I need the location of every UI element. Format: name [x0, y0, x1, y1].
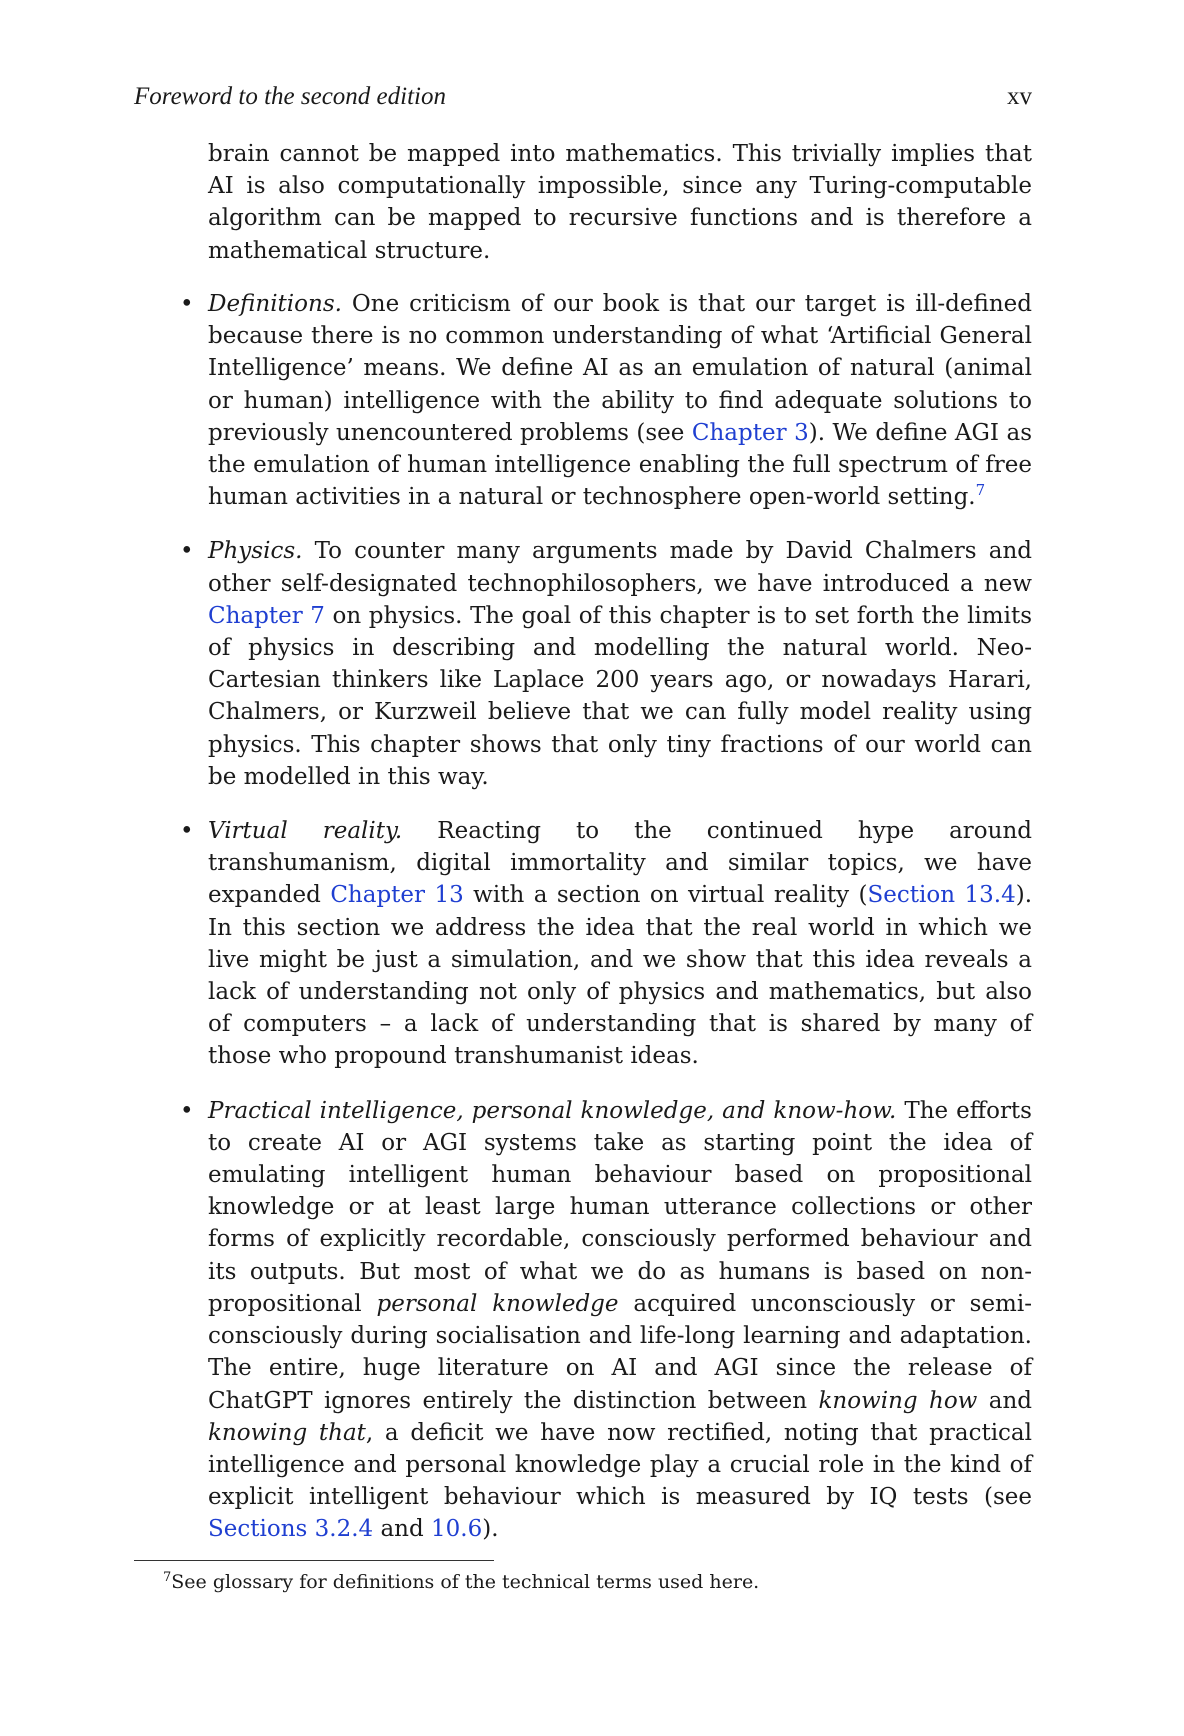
emphasis-knowing-that: knowing that: [208, 1419, 366, 1446]
bullet-text: To counter many arguments made by David Chalmers and other self-designated technophilosophers, we have introduced a new: [208, 538, 1032, 597]
bullet-dot-icon: •: [180, 1097, 194, 1124]
bullet-dot-icon: •: [180, 818, 194, 845]
bullet-dot-icon: •: [180, 538, 194, 565]
bullet-text: ). In this section we address the idea that the real world in which we live might be just a simulation, and we show that this idea reveals a lack of understanding not only of physics and mathematics, but also of computers – a lack of understanding that is shared by many of those who propound transhumanist ideas.: [208, 882, 1033, 1070]
section-13-4-link[interactable]: Section 13.4: [867, 882, 1016, 909]
bullet-text: with a section on virtual reality (: [463, 882, 868, 909]
footnote-text: See glossary for definitions of the technical terms used here.: [171, 1571, 760, 1593]
bullet-text: , a deficit we have now rectified, noting that practical intelligence and personal knowledge play a crucial role in the kind of explicit intelligent behaviour which is measured by IQ tests (see: [208, 1419, 1032, 1511]
sections-3-2-4-link[interactable]: Sections 3.2.4: [208, 1516, 374, 1543]
footnote-rule: [134, 1560, 494, 1561]
footnote-mark: 7: [163, 1570, 172, 1585]
bullet-text: ). We define AGI as the emulation of human intelligence enabling the full spectrum of free human activities in a natural or technosphere open-world setting.: [208, 419, 1033, 511]
bullet-list: [180, 288, 1033, 1568]
bullet-term: Definitions.: [208, 291, 342, 317]
emphasis-personal-knowledge: personal knowledge: [376, 1290, 619, 1317]
page-number: xv: [1007, 83, 1032, 110]
footnote-7: [163, 1568, 1033, 1596]
chapter-3-link[interactable]: Chapter 3: [691, 419, 809, 446]
bullet-text: One criticism of our book is that our target is ill-defined because there is no common understanding of what ‘Artificial General Intelligence’ means. We define AI as an emulation of natural (animal or human) intelligence with the ability to find adequate solutions to previously unencountered problems (see: [208, 291, 1032, 446]
bullet-text: acquired unconsciously or semi-consciously during socialisation and life-long learning and adaptation. The entire, huge literature on AI and AGI since the release of ChatGPT ignores entirely the distinction between: [208, 1290, 1032, 1414]
bullet-text: and: [373, 1516, 432, 1543]
bullet-text: on physics. The goal of this chapter is to set forth the limits of physics in describing and modelling the natural world. Neo-Cartesian thinkers like Laplace 200 years ago, or nowadays Harari, Chalmers, or Kurzweil believe that we can fully model reality using physics. This chapter shows that only tiny fractions of our world can be modelled in this way.: [208, 602, 1032, 790]
running-head: [134, 80, 1032, 114]
bullet-dot-icon: •: [180, 291, 194, 317]
chapter-7-link[interactable]: Chapter 7: [208, 602, 325, 629]
bullet-practical-intelligence: [180, 1095, 1032, 1546]
section-10-6-link[interactable]: 10.6: [431, 1516, 483, 1543]
bullet-virtual-reality: [180, 815, 1033, 1073]
bullet-term: Practical intelligence, personal knowledge, and know-how.: [208, 1097, 897, 1124]
bullet-term: Virtual reality.: [208, 818, 403, 845]
bullet-text: The efforts to create AI or AGI systems take as starting point the idea of emulating intelligent human behaviour based on propositional knowledge or at least large human utterance collections or other forms of explicitly recordable, consciously performed behaviour and its outputs. But most of what we do as humans is based on non-propositional: [208, 1097, 1032, 1317]
running-title: Foreword to the second edition: [134, 83, 446, 110]
continuation-paragraph: brain cannot be mapped into mathematics. This trivially implies that AI is also computationally impossible, since any Turing-computable algorithm can be mapped to recursive functions and is therefore a mathematical structure.: [208, 141, 1032, 264]
bullet-term: Physics.: [208, 538, 303, 565]
bullet-text: Reacting to the continued hype around transhumanism, digital immortality and similar topics, we have expanded: [208, 818, 1033, 909]
bullet-physics: [180, 535, 1032, 793]
bullet-text: ).: [482, 1516, 499, 1543]
chapter-13-link[interactable]: Chapter 13: [330, 882, 464, 909]
bullet-text: and: [977, 1387, 1032, 1414]
emphasis-knowing-how: knowing how: [818, 1387, 978, 1414]
bullet-definitions: [180, 288, 1033, 513]
footnote-7-ref[interactable]: 7: [975, 481, 986, 500]
